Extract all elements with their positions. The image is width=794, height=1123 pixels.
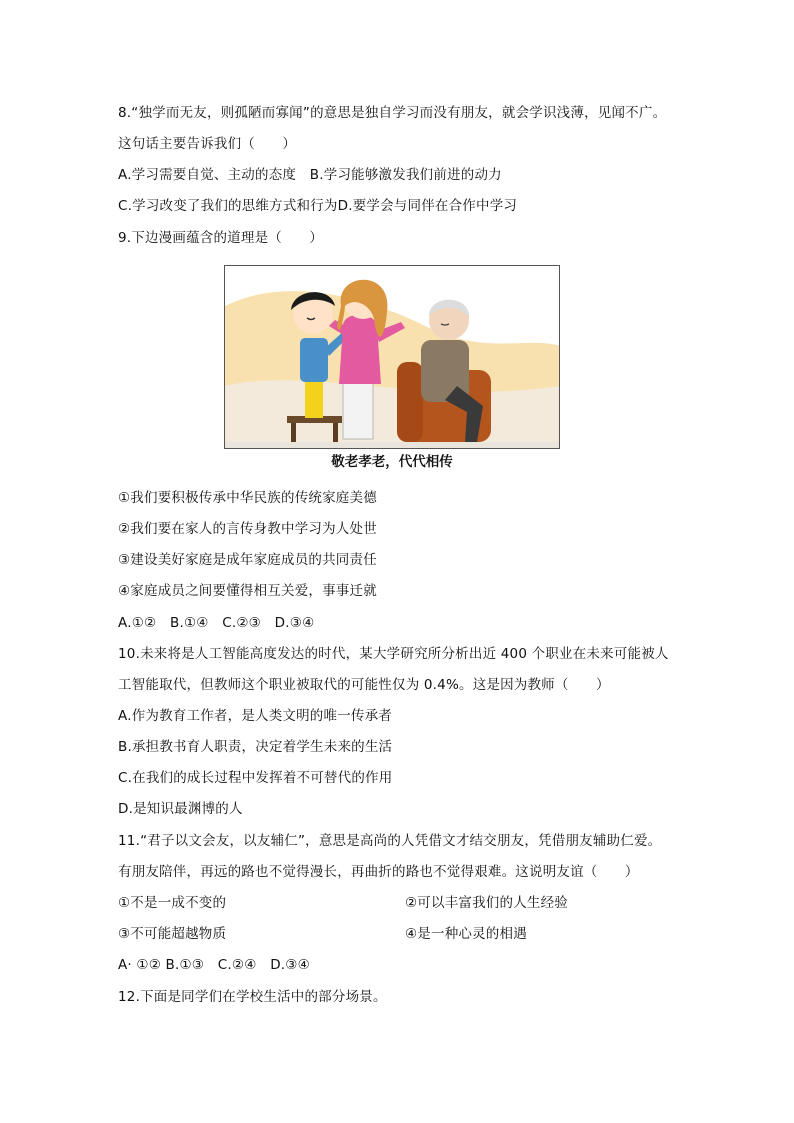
q9-statement-4: ④家庭成员之间要懂得相互关爱，事事迁就 xyxy=(118,583,377,599)
q10-option-c: C.在我们的成长过程中发挥着不可替代的作用 xyxy=(118,770,393,786)
q10-stem-line2: 工智能取代，但教师这个职业被取代的可能性仅为 0.4%。这是因为教师（ ） xyxy=(118,677,610,693)
cartoon-illustration xyxy=(224,265,560,449)
q8-stem-line1: 8.“独学而无友，则孤陋而寡闻”的意思是独自学习而没有朋友，就会学识浅薄，见闻不广。 xyxy=(118,105,667,121)
q9-statement-3: ③建设美好家庭是成年家庭成员的共同责任 xyxy=(118,552,377,568)
q11-options: A· ①② B.①③ C.②④ D.③④ xyxy=(118,957,310,973)
q11-statement-row2 xyxy=(118,924,527,944)
cartoon-caption: 敬老孝老，代代相传 xyxy=(331,454,453,470)
cartoon-drawing xyxy=(225,266,560,449)
q10-option-b: B.承担教书育人职责，决定着学生未来的生活 xyxy=(118,739,393,755)
q11-statement-4: ④是一种心灵的相遇 xyxy=(405,926,527,942)
q12-stem: 12.下面是同学们在学校生活中的部分场景。 xyxy=(118,989,387,1005)
q8-stem-line2: 这句话主要告诉我们（ ） xyxy=(118,136,297,152)
q9-statement-2: ②我们要在家人的言传身教中学习为人处世 xyxy=(118,521,377,537)
q11-statement-row1 xyxy=(118,893,569,913)
q11-statement-3: ③不可能超越物质 xyxy=(118,926,227,942)
q8-options-line2: C.学习改变了我们的思维方式和行为D.要学会与同伴在合作中学习 xyxy=(118,198,518,214)
q9-stem: 9.下边漫画蕴含的道理是（ ） xyxy=(118,230,324,246)
q11-statement-1: ①不是一成不变的 xyxy=(118,895,227,911)
q8-options-line1: A.学习需要自觉、主动的态度 B.学习能够激发我们前进的动力 xyxy=(118,167,502,183)
q9-statement-1: ①我们要积极传承中华民族的传统家庭美德 xyxy=(118,490,377,506)
q10-option-a: A.作为教育工作者，是人类文明的唯一传承者 xyxy=(118,708,392,724)
q11-statement-2: ②可以丰富我们的人生经验 xyxy=(405,895,569,911)
q10-stem-line1: 10.未来将是人工智能高度发达的时代，某大学研究所分析出近 400 个职业在未来可能被人 xyxy=(118,646,669,662)
q10-option-d: D.是知识最渊博的人 xyxy=(118,801,243,817)
q11-stem-line2: 有朋友陪伴，再远的路也不觉得漫长，再曲折的路也不觉得艰难。这说明友谊（ ） xyxy=(118,864,639,880)
q11-stem-line1: 11.“君子以文会友，以友辅仁”，意思是高尚的人凭借文才结交朋友，凭借朋友辅助仁爱。 xyxy=(118,833,662,849)
q9-options: A.①② B.①④ C.②③ D.③④ xyxy=(118,615,315,631)
